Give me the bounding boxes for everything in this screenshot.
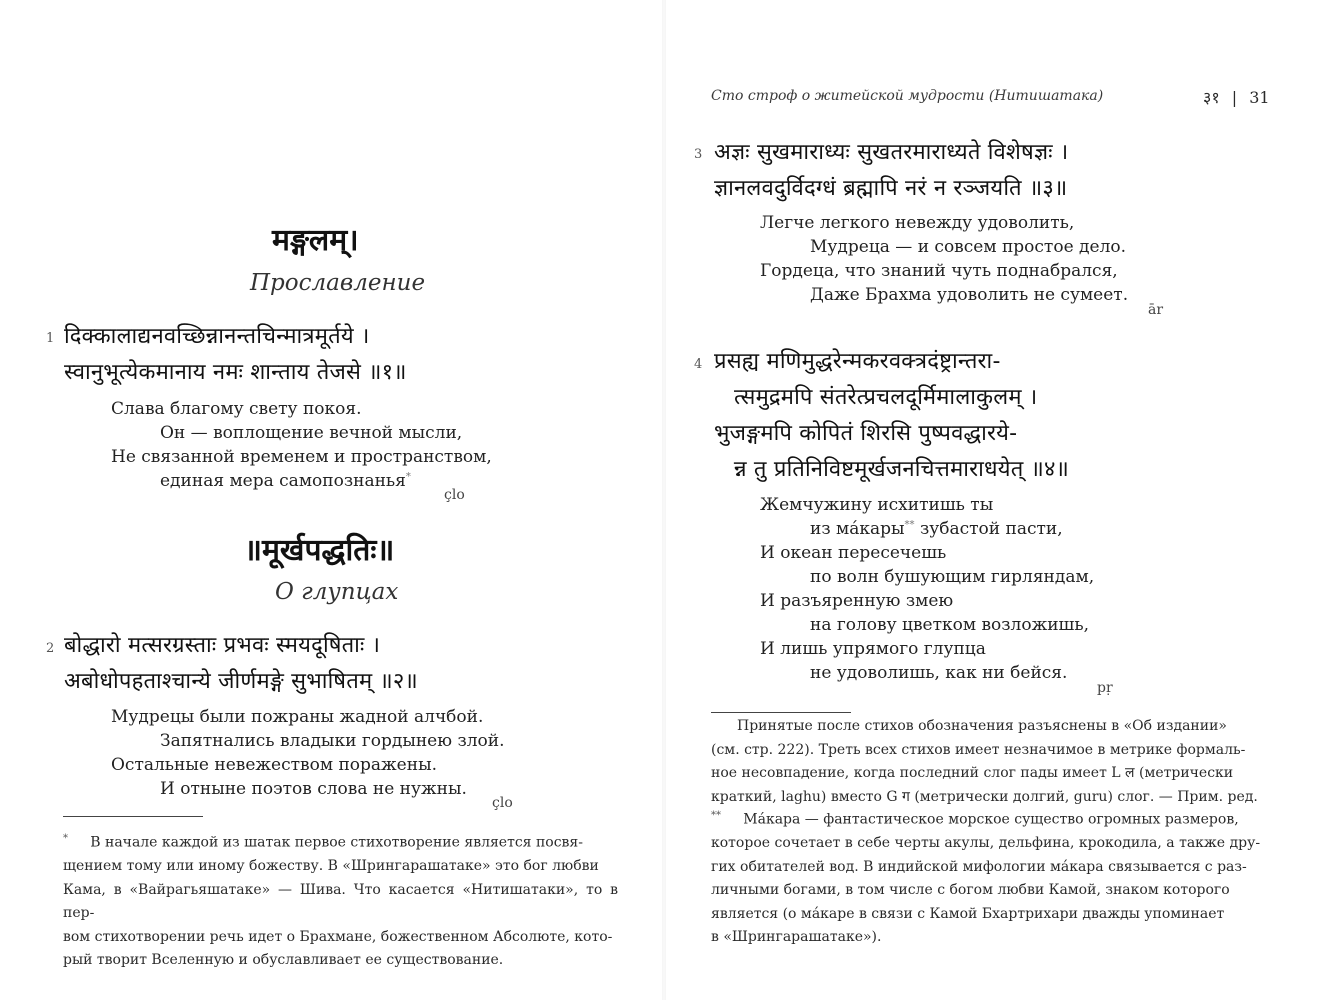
- page-number: 31: [1249, 88, 1270, 107]
- poem-line: Мудреца — и совсем простое дело.: [810, 237, 1127, 257]
- murkha-heading: ॥मूर्खपद्धतिः॥: [244, 533, 395, 568]
- meter-label: pṛ: [1097, 680, 1113, 696]
- poem-line: из мáкары** зубастой пасти,: [810, 519, 1063, 539]
- footnote-editorial: [711, 715, 1264, 809]
- footnote: [63, 827, 618, 973]
- footnote-makara: [711, 804, 1264, 950]
- poem-line: Даже Брахма удоволить не сумеет.: [810, 285, 1129, 305]
- poem-line: Легче легкого невежду удоволить,: [760, 213, 1075, 233]
- footnote-line: (см. стр. 222). Треть всех стихов имеет незначимое в метрике формаль-: [711, 741, 1246, 758]
- footnote-marker: *: [63, 833, 68, 844]
- meter-label: ār: [1148, 302, 1164, 318]
- footnote-marker: *: [405, 471, 411, 483]
- poem-line: И лишь упрямого глупца: [760, 639, 986, 659]
- footnote-marker: **: [711, 810, 721, 821]
- poem-line: И отныне поэтов слова не нужны.: [160, 779, 467, 799]
- poem-line: Мудрецы были пожраны жадной алчбой.: [111, 707, 484, 727]
- verse-number: 3: [694, 147, 703, 162]
- footnote-line: гих обитателей вод. В индийской мифологии мáкара связывается с раз-: [711, 858, 1247, 875]
- page-numeral-devanagari: ३१: [1203, 88, 1220, 107]
- verse-sanskrit-line: प्रसह्य मणिमुद्धरेन्मकरवक्त्रदंष्ट्रान्तरा-: [714, 349, 1001, 374]
- verse-sanskrit-line: दिक्कालाद्यनवच्छिन्नानन्तचिन्मात्रमूर्तये ।: [64, 324, 370, 349]
- verse-sanskrit-line: बोद्धारो मत्सरग्रस्ताः प्रभवः स्मयदूषिताः ।: [64, 633, 381, 658]
- poem-line: на голову цветком возложишь,: [810, 615, 1090, 635]
- footnote-line: личными богами, в том числе с богом любви Камой, знаком которого: [711, 882, 1230, 899]
- footnote-line: * В начале каждой из шатак первое стихотворение является посвя-: [63, 833, 583, 851]
- poem-line: И разъяренную змею: [760, 591, 954, 611]
- poem-line: Слава благому свету покоя.: [111, 399, 362, 419]
- verse-number: 1: [46, 331, 55, 346]
- footnote-line: рый творит Вселенную и обуславливает ее существование.: [63, 952, 504, 969]
- verse-sanskrit-line: ज्ञानलवदुर्विदग्धं ब्रह्मापि नरं न रञ्जयति ॥३॥: [714, 176, 1068, 201]
- verse-sanskrit-line: अज्ञः सुखमाराध्यः सुखतरमाराध्यते विशेषज्ञः ।: [714, 140, 1069, 165]
- meter-label: çlo: [492, 795, 513, 811]
- page-separator: |: [1231, 88, 1238, 107]
- poem-line: единая мера самопознанья*: [160, 471, 411, 491]
- poem-line: Остальные невежеством поражены.: [111, 755, 438, 775]
- page-number-block: [1203, 86, 1270, 108]
- footnote-line: щением тому или иному божеству. В «Шрингарашатаке» это бог любви: [63, 858, 599, 875]
- footnote-line: ное несовпадение, когда последний слог пады имеет L ल (метрически: [711, 765, 1234, 781]
- poem-line: Запятнались владыки гордынею злой.: [160, 731, 505, 751]
- poem-line: не удоволишь, как ни бейся.: [810, 663, 1068, 683]
- verse-sanskrit-line: अबोधोपहताश्चान्ये जीर्णमङ्गे सुभाषितम् ॥२॥: [64, 669, 418, 694]
- meter-label: çlo: [444, 487, 465, 503]
- poem-line: Жемчужину исхитишь ты: [760, 495, 994, 515]
- verse-sanskrit-line: त्समुद्रमपि संतरेत्प्रचलदूर्मिमालाकुलम् ।: [734, 385, 1038, 410]
- poem-line: И океан пересечешь: [760, 543, 947, 563]
- footnote-line: краткий, laghu) вместо G ग (метрически долгий, guru) слог. — Прим. ред.: [711, 788, 1258, 805]
- verse-sanskrit-line: भुजङ्गमपि कोपितं शिरसि पुष्पवद्धारये-: [714, 421, 1018, 446]
- footnote-rule: [711, 712, 851, 713]
- book-gutter: [662, 0, 666, 1000]
- footnote-line: ** Мáкара — фантастическое морское существо огромных размеров,: [711, 810, 1239, 828]
- mangalam-title: Прославление: [250, 270, 426, 296]
- footnote-line: которое сочетает в себе черты акулы, дельфина, крокодила, а также дру-: [711, 835, 1261, 852]
- running-title: Сто строф о житейской мудрости (Нитишатака): [711, 88, 1104, 104]
- verse-number: 2: [46, 641, 55, 656]
- footnote-line: является (о мáкаре в связи с Камой Бхартрихари дважды упоминает: [711, 905, 1225, 922]
- poem-line: Он — воплощение вечной мысли,: [160, 423, 463, 443]
- verse-number: 4: [694, 357, 703, 372]
- footnote-line: вом стихотворении речь идет о Брахмане, божественном Абсолюте, кото-: [63, 928, 613, 945]
- murkha-title: О глупцах: [275, 579, 399, 605]
- footnote-line: Принятые после стихов обозначения разъяснены в «Об издании»: [737, 718, 1227, 734]
- poem-line: Не связанной временем и пространством,: [111, 447, 492, 467]
- footnote-line: в «Шрингарашатаке»).: [711, 929, 882, 946]
- verse-sanskrit-line: स्वानुभूत्येकमानाय नमः शान्ताय तेजसे ॥१॥: [64, 360, 407, 385]
- poem-line: Гордеца, что знаний чуть поднабрался,: [760, 261, 1118, 281]
- footnote-marker: **: [904, 519, 915, 531]
- poem-line: по волн бушующим гирляндам,: [810, 567, 1095, 587]
- verse-sanskrit-line: न्न तु प्रतिनिविष्टमूर्खजनचित्तमाराधयेत् ॥४॥: [734, 457, 1070, 482]
- footnote-line: Кама, в «Вайрагьяшатаке» — Шива. Что касается «Нитишатаки», то в пер-: [63, 881, 618, 922]
- footnote-rule: [63, 816, 203, 817]
- mangalam-heading: मङ्गलम्।: [272, 223, 359, 258]
